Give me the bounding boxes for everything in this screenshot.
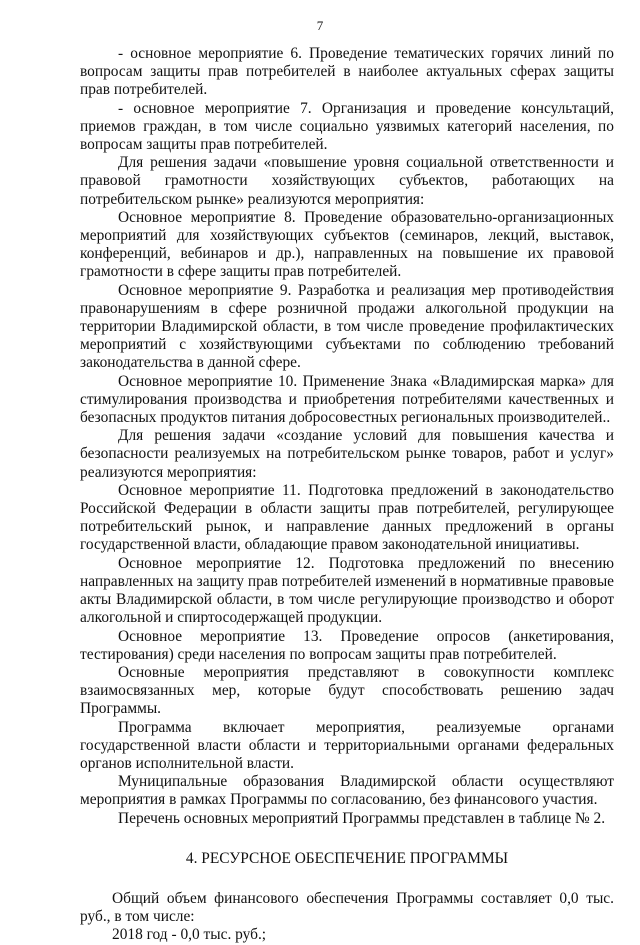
- page-number: 7: [316, 18, 324, 33]
- paragraph-measures-complex: Основные мероприятия представляют в совокупности комплекс взаимосвязанных мер, которые будут способствовать решению задач Программы.: [80, 663, 614, 718]
- paragraph-measure-12: Основное мероприятие 12. Подготовка предложений по внесению направленных на защиту прав потребителей изменений в нормативные правовые акты Владимирской области, в том числе регулирующие производство и оборот алкогольной и спиртосодержащей продукции.: [80, 554, 614, 627]
- paragraph-measure-11: Основное мероприятие 11. Подготовка предложений в законодательство Российской Федерации в области защиты прав потребителей, регулирующее потребительский рынок, и направление данных предложений в органы государственной власти, обладающие правом законодательной инициативы.: [80, 481, 614, 554]
- paragraph-table-reference: Перечень основных мероприятий Программы представлен в таблице № 2.: [118, 809, 606, 827]
- paragraph-task-responsibility: Для решения задачи «повышение уровня социальной ответственности и правовой грамотности хозяйствующих субъектов, работающих на потребительском рынке» реализуются мероприятия:: [80, 154, 614, 208]
- paragraph-measure-13: Основное мероприятие 13. Проведение опросов (анкетирования, тестирования) среди населения по вопросам защиты прав потребителей.: [80, 627, 614, 663]
- paragraph-municipal: Муниципальные образования Владимирской области осуществляют мероприятия в рамках Программы по согласованию, без финансового участия.: [80, 773, 614, 809]
- paragraph-task-quality: Для решения задачи «создание условий для повышения качества и безопасности реализуемых на потребительском рынке товаров, работ и услуг» реализуются мероприятия:: [80, 427, 614, 481]
- paragraph-measure-8: Основное мероприятие 8. Проведение образовательно-организационных мероприятий для хозяйствующих субъектов (семинаров, лекций, выставок, конференций, вебинаров и др.), направленных на повышение их правовой грамотности в сфере защиты прав потребителей.: [80, 208, 614, 281]
- paragraph-measure-9: Основное мероприятие 9. Разработка и реализация мер противодействия правонарушениям в сфере розничной продажи алкогольной продукции на территории Владимирской области, в том числе проведение профилактических мероприятий с хозяйствующими субъектами по соблюдению требований законодательства в данной сфере.: [80, 281, 614, 372]
- paragraph-measure-6: - основное мероприятие 6. Проведение тематических горячих линий по вопросам защиты прав потребителей в наиболее актуальных сферах защиты прав потребителей.: [80, 45, 614, 99]
- paragraph-financing-total: Общий объем финансового обеспечения Программы составляет 0,0 тыс. руб., в том числе:: [80, 889, 614, 926]
- paragraph-measure-10: Основное мероприятие 10. Применение Знака «Владимирская марка» для стимулирования производства и приобретения потребителями качественных и безопасных продуктов питания добросовестных региональных производителей..: [80, 372, 614, 427]
- section-heading: 4. РЕСУРСНОЕ ОБЕСПЕЧЕНИЕ ПРОГРАММЫ: [185, 849, 509, 867]
- paragraph-measure-7: - основное мероприятие 7. Организация и проведение консультаций, приемов граждан, в том числе социально уязвимых категорий населения, по вопросам защиты прав потребителей.: [80, 99, 614, 154]
- document-body: [80, 45, 614, 945]
- paragraph-financing-2018: 2018 год - 0,0 тыс. руб.;: [112, 926, 267, 944]
- paragraph-program-includes: Программа включает мероприятия, реализуемые органами государственной власти области и территориальными органами федеральных органов исполнительной власти.: [80, 718, 614, 772]
